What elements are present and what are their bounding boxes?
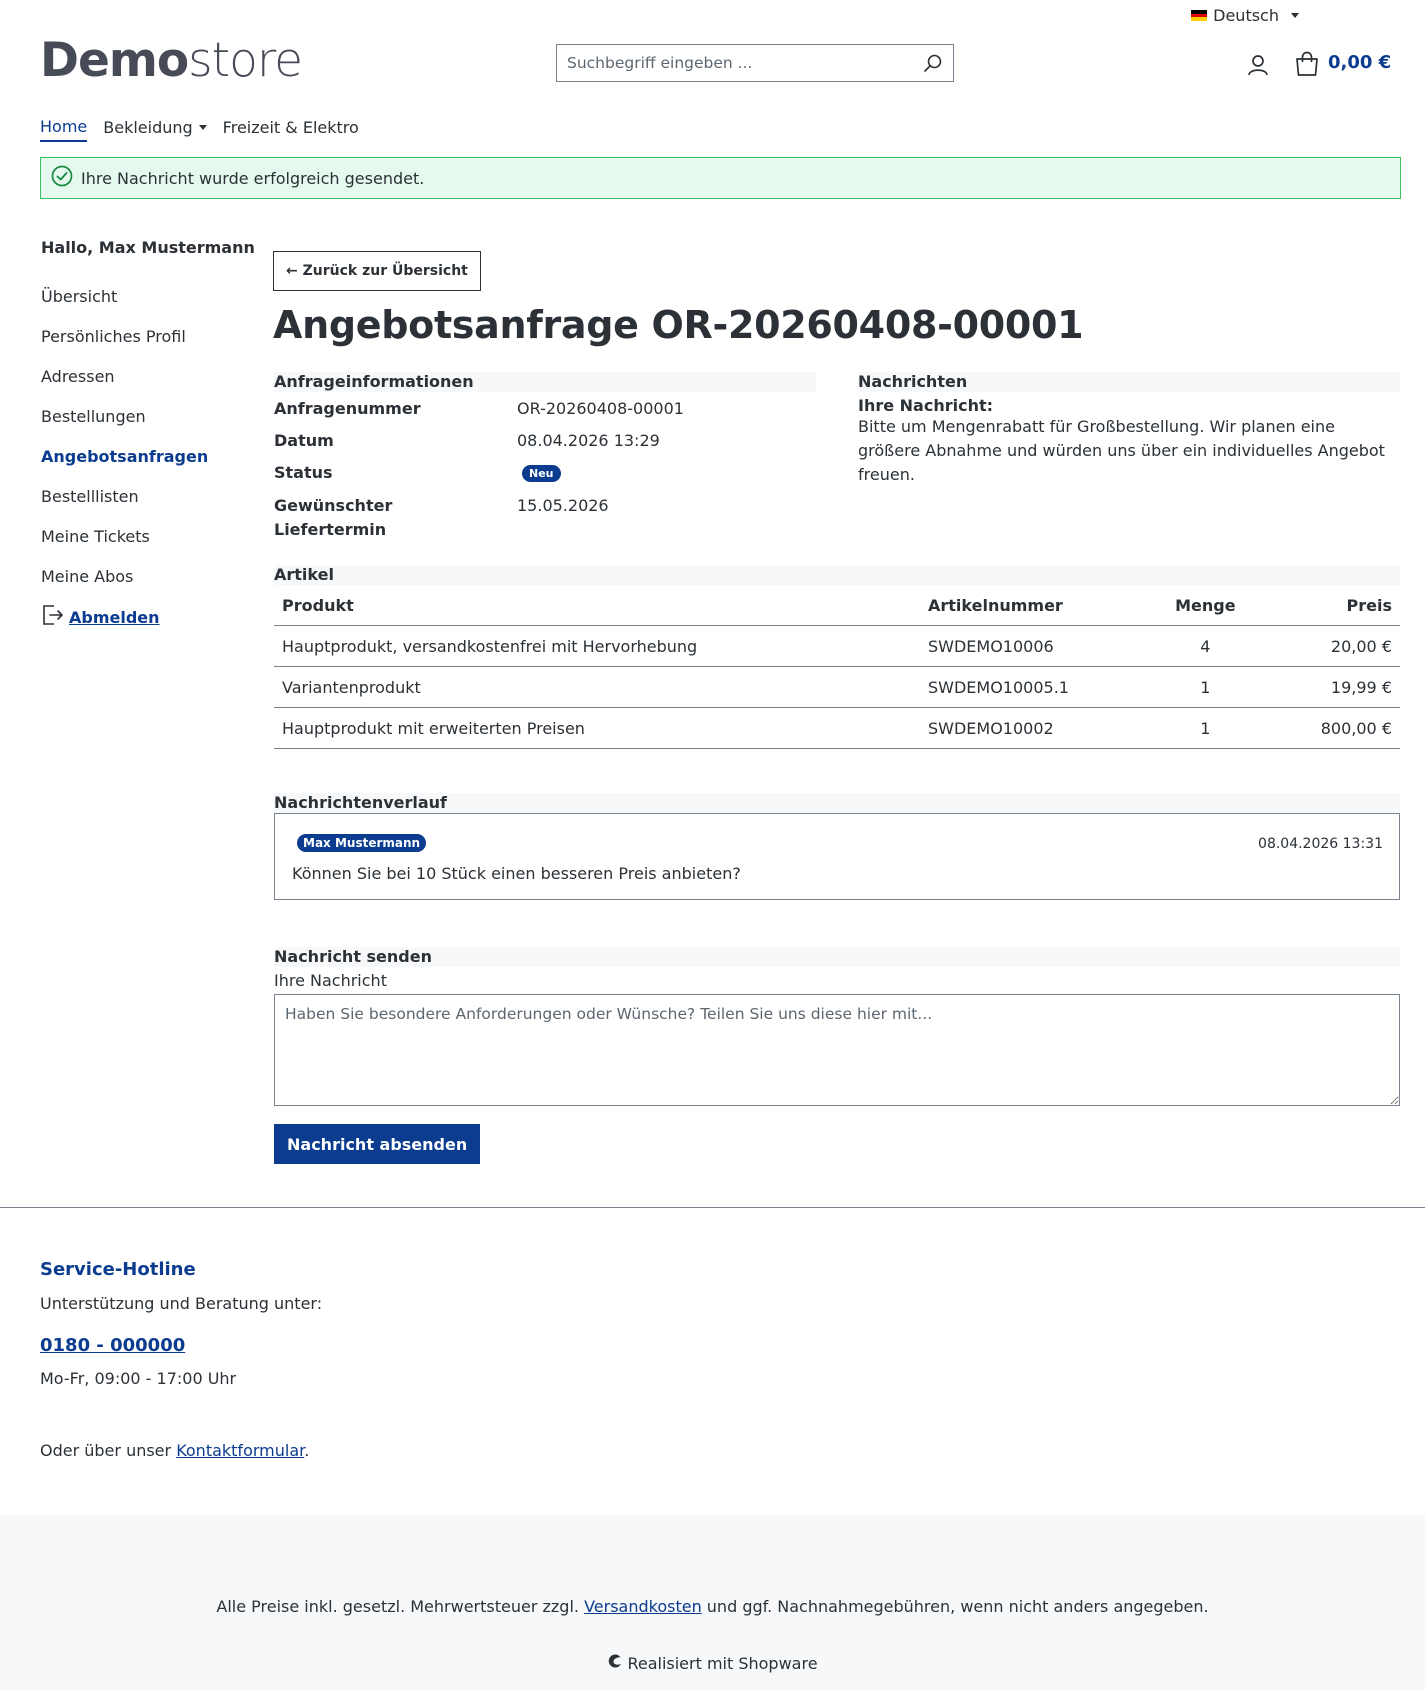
section-heading: Nachrichtenverlauf	[274, 793, 1400, 813]
sidebar-item-bestellungen[interactable]: Bestellungen	[41, 407, 146, 426]
store-logo[interactable]	[40, 33, 303, 88]
success-alert	[40, 157, 1401, 199]
message-text: Können Sie bei 10 Stück einen besseren Preis anbieten?	[292, 864, 741, 883]
send-message-button[interactable]: Nachricht absenden	[274, 1124, 480, 1164]
nav-item-bekleidung[interactable]	[103, 117, 206, 142]
message-history-section	[274, 793, 1400, 900]
product-price: 20,00 €	[1265, 626, 1400, 667]
check-circle-icon	[51, 165, 73, 191]
page-title: Angebotsanfrage OR-20260408-00001	[273, 303, 1084, 347]
info-label-line: Liefertermin	[274, 520, 387, 539]
hotline-subtitle: Unterstützung und Beratung unter:	[40, 1294, 323, 1313]
main-navigation	[40, 117, 359, 142]
search-icon[interactable]	[913, 45, 953, 81]
search-bar	[556, 44, 954, 82]
nav-item-home[interactable]: Home	[40, 117, 87, 142]
request-date: 08.04.2026 13:29	[517, 430, 660, 450]
table-row	[274, 626, 1400, 667]
contact-form-link[interactable]: Kontaktformular	[176, 1441, 305, 1460]
product-sku: SWDEMO10002	[920, 708, 1146, 749]
section-heading: Nachricht senden	[274, 947, 1400, 967]
messages-section	[858, 372, 1400, 487]
hotline-hours: Mo-Fr, 09:00 - 17:00 Uhr	[40, 1369, 237, 1388]
alert-text: Ihre Nachricht wurde erfolgreich gesendet.	[81, 168, 425, 188]
info-label: Status	[274, 462, 333, 482]
sidebar-item-profil[interactable]: Persönliches Profil	[41, 327, 186, 346]
contact-prefix: Oder über unser	[40, 1441, 177, 1460]
product-quantity: 1	[1146, 708, 1265, 749]
info-label	[274, 494, 517, 542]
nav-item-label: Bekleidung	[103, 118, 193, 137]
section-heading: Anfrageinformationen	[274, 372, 816, 392]
table-row	[274, 667, 1400, 708]
sidebar-item-angebotsanfragen[interactable]: Angebotsanfragen	[41, 447, 209, 466]
back-to-overview-button[interactable]: ← Zurück zur Übersicht	[273, 251, 481, 291]
sidebar-item-bestelllisten[interactable]: Bestelllisten	[41, 487, 139, 506]
nav-item-freizeit-elektro[interactable]: Freizeit & Elektro	[222, 118, 359, 137]
logo-bold-text: Demo	[40, 33, 189, 88]
sidebar-item-adressen[interactable]: Adressen	[41, 367, 115, 386]
footer-divider	[0, 1207, 1425, 1208]
message-date: 08.04.2026 13:31	[1258, 836, 1383, 852]
your-message-label: Ihre Nachricht:	[858, 396, 994, 415]
articles-table	[274, 585, 1400, 749]
product-name: Hauptprodukt mit erweiterten Preisen	[274, 708, 920, 749]
section-heading: Artikel	[274, 565, 1400, 585]
vat-prefix: Alle Preise inkl. gesetzl. Mehrwertsteuer zzgl.	[216, 1597, 585, 1616]
account-sidebar	[41, 287, 208, 607]
table-header-row	[274, 585, 1400, 626]
product-sku: SWDEMO10005.1	[920, 667, 1146, 708]
product-name: Hauptprodukt, versandkostenfrei mit Hervorhebung	[274, 626, 920, 667]
vat-suffix: und ggf. Nachnahmegebühren, wenn nicht anders angegeben.	[701, 1597, 1209, 1616]
chevron-down-icon	[1291, 13, 1299, 18]
chevron-down-icon	[199, 125, 207, 130]
logout-icon	[41, 603, 65, 631]
product-sku: SWDEMO10006	[920, 626, 1146, 667]
product-quantity: 4	[1146, 626, 1265, 667]
logout-link[interactable]	[41, 603, 160, 631]
hotline-phone-link[interactable]: 0180 - 000000	[40, 1335, 186, 1356]
message-textarea[interactable]	[274, 994, 1400, 1106]
sidebar-item-uebersicht[interactable]: Übersicht	[41, 287, 118, 306]
column-header: Produkt	[274, 585, 920, 626]
powered-by[interactable]	[0, 1653, 1425, 1673]
search-input[interactable]	[557, 45, 913, 81]
column-header: Preis	[1265, 585, 1400, 626]
language-switcher[interactable]	[1191, 6, 1299, 25]
product-quantity: 1	[1146, 667, 1265, 708]
contact-text	[40, 1441, 309, 1460]
logo-light-text: store	[188, 33, 303, 88]
info-label-line: Gewünschter	[274, 496, 393, 515]
request-number: OR-20260408-00001	[517, 398, 684, 418]
message-field-label: Ihre Nachricht	[274, 971, 387, 990]
your-message-text: Bitte um Mengenrabatt für Großbestellung. Wir planen eine größere Abnahme und würden uns über ein individuelles Angebot freuen.	[858, 417, 1385, 484]
product-name: Variantenprodukt	[274, 667, 920, 708]
german-flag-icon	[1191, 10, 1207, 21]
info-label: Datum	[274, 430, 334, 450]
message-card	[274, 813, 1400, 900]
product-price: 800,00 €	[1265, 708, 1400, 749]
contact-suffix: .	[304, 1441, 310, 1460]
articles-section	[274, 565, 1400, 749]
cart-icon[interactable]	[1293, 50, 1321, 78]
request-info-section	[274, 372, 816, 542]
vat-notice	[0, 1597, 1425, 1616]
account-icon[interactable]	[1245, 52, 1271, 78]
section-heading: Nachrichten	[858, 372, 1400, 392]
sidebar-item-abos[interactable]: Meine Abos	[41, 567, 134, 586]
send-message-section	[274, 947, 1400, 1110]
powered-by-label: Realisiert mit Shopware	[627, 1653, 818, 1673]
account-greeting: Hallo, Max Mustermann	[41, 238, 255, 257]
shipping-costs-link[interactable]: Versandkosten	[584, 1597, 702, 1616]
product-price: 19,99 €	[1265, 667, 1400, 708]
status-badge: Neu	[522, 465, 561, 482]
table-row	[274, 708, 1400, 749]
language-label: Deutsch	[1213, 6, 1279, 25]
sidebar-item-tickets[interactable]: Meine Tickets	[41, 527, 150, 546]
cart-total[interactable]: 0,00 €	[1328, 52, 1392, 73]
delivery-date: 15.05.2026	[517, 496, 609, 515]
author-badge: Max Mustermann	[297, 834, 426, 852]
logout-label: Abmelden	[69, 607, 160, 627]
column-header: Menge	[1146, 585, 1265, 626]
shopware-logo-icon	[607, 1653, 623, 1673]
hotline-title: Service-Hotline	[40, 1259, 196, 1280]
info-label: Anfragenummer	[274, 398, 421, 418]
column-header: Artikelnummer	[920, 585, 1146, 626]
